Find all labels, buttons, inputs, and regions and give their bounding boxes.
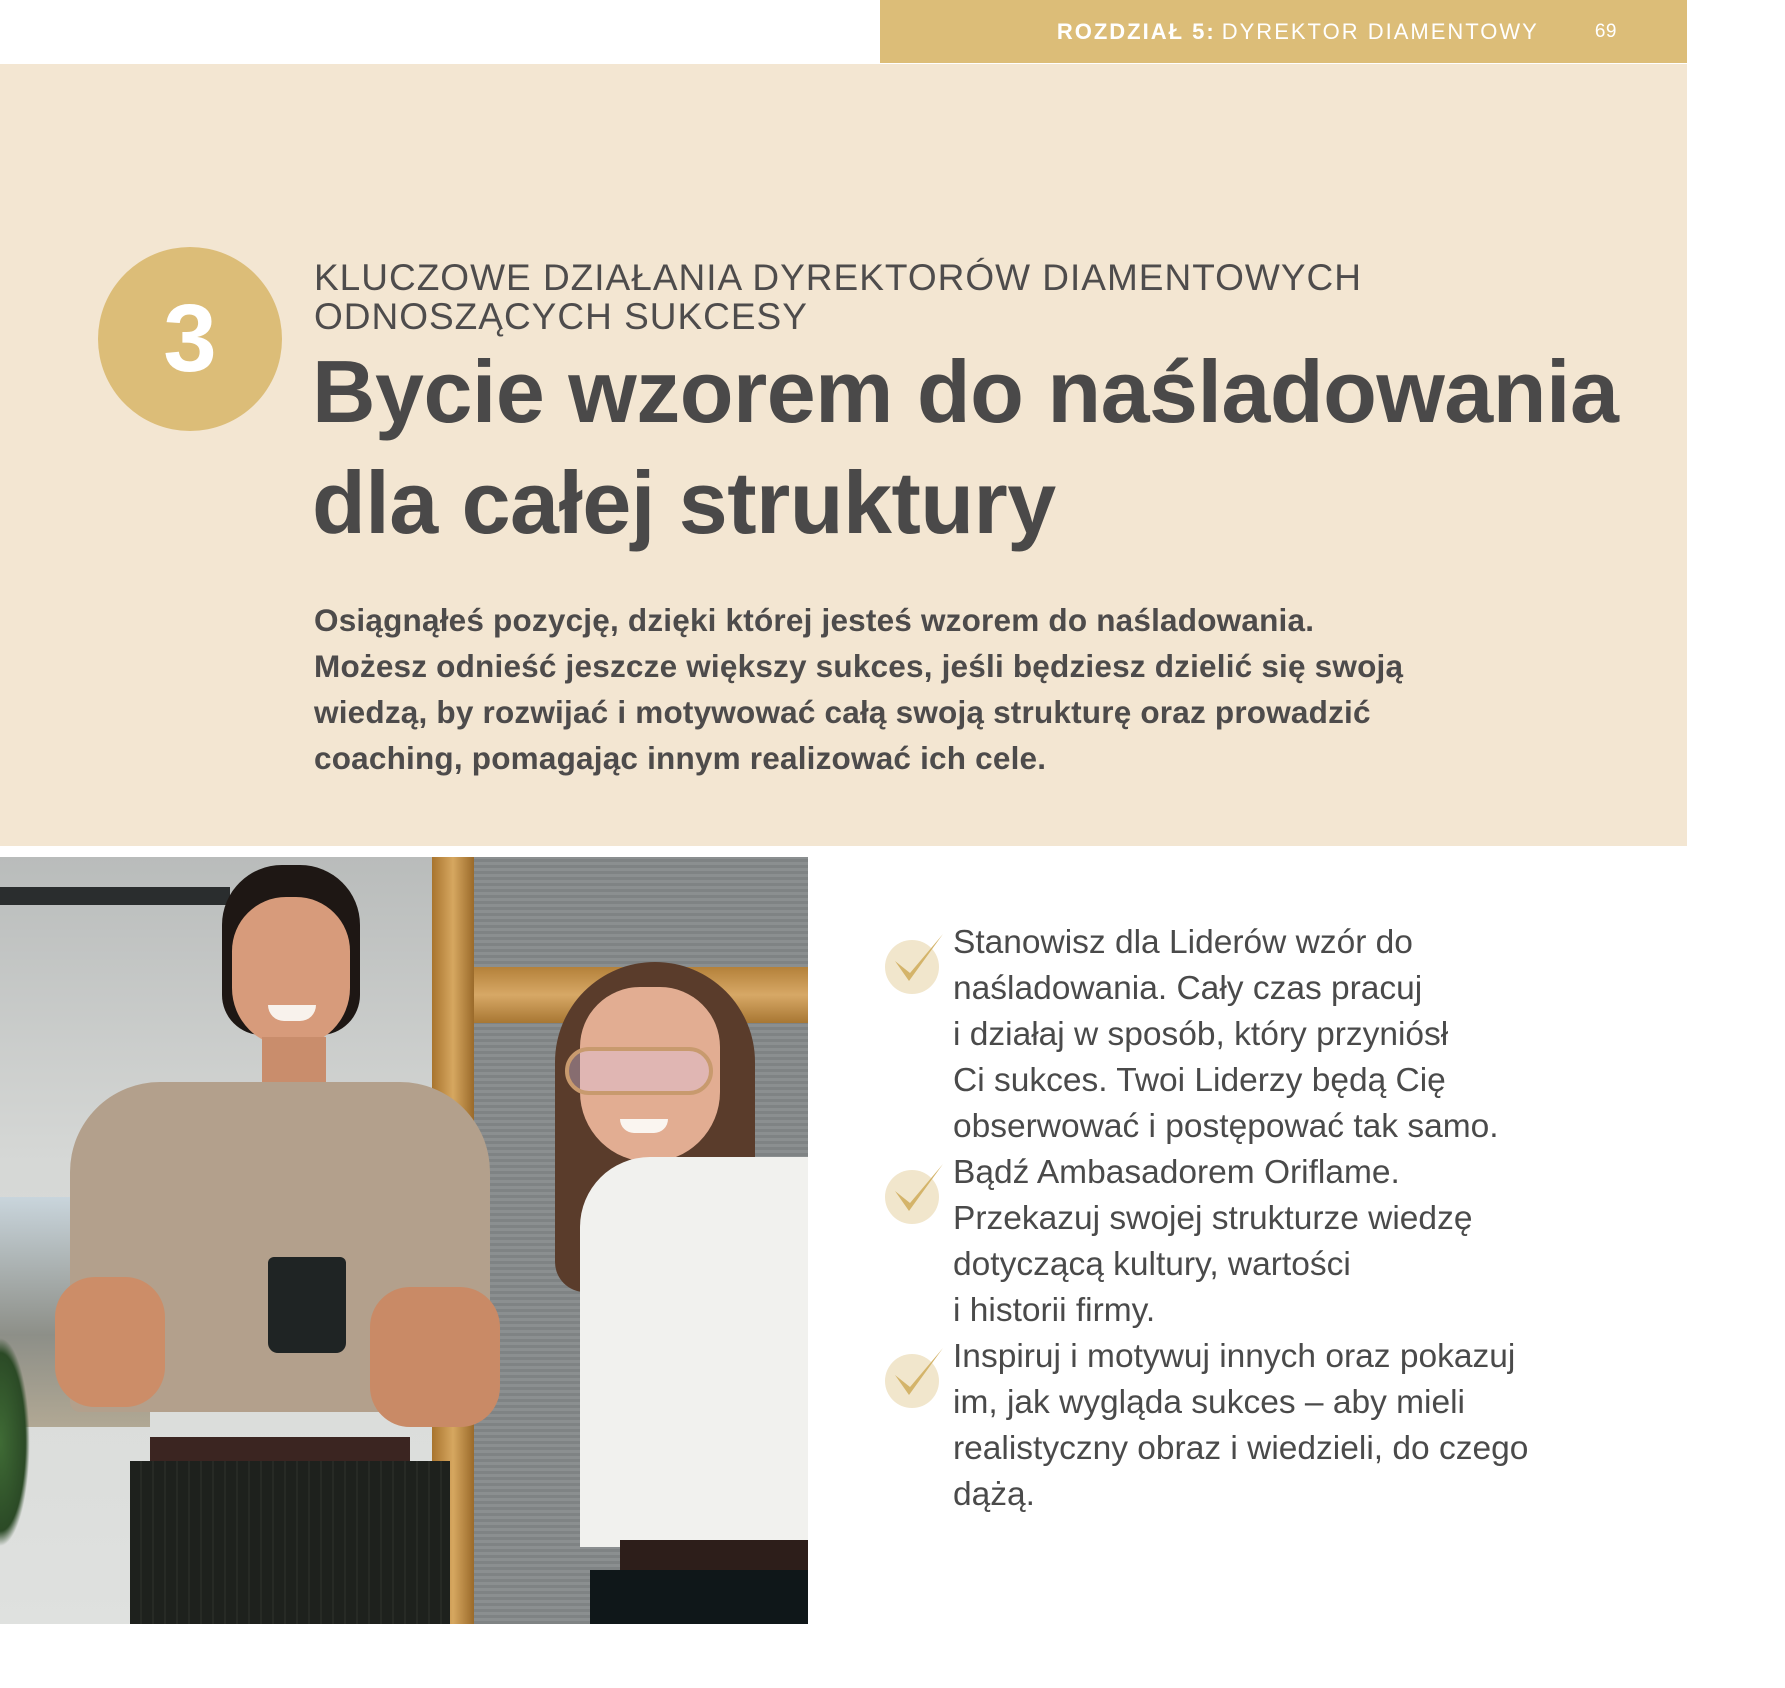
- plant: [0, 1337, 30, 1547]
- list-item: [880, 1334, 1620, 1518]
- section-number-badge: [98, 247, 282, 431]
- chapter-label: ROZDZIAŁ 5:: [1056, 18, 1216, 44]
- mug: [268, 1257, 346, 1353]
- woman1-face: [232, 897, 350, 1047]
- chapter-header: [880, 0, 1687, 63]
- checkmark-icon: [885, 1345, 947, 1409]
- title-line: dla całej struktury: [312, 453, 1056, 552]
- lead-paragraph: [314, 597, 1574, 781]
- list-item-text: Bądź Ambasadorem Oriflame. Przekazuj swojej strukturze wiedzę dotyczącą kultury, wartości i historii firmy.: [953, 1154, 1473, 1329]
- lead-line: coaching, pomagając innym realizować ich cele.: [314, 740, 1047, 776]
- list-item-text: Stanowisz dla Liderów wzór do naśladowania. Cały czas pracuj i działaj w sposób, który przyniósł Ci sukces. Twoi Liderzy będą Cię obserwować i postępować tak samo.: [953, 924, 1499, 1145]
- chapter-title: DYREKTOR DIAMENTOWY: [1221, 18, 1539, 44]
- team-photo: [0, 857, 808, 1624]
- page-number: 69: [1594, 20, 1617, 42]
- woman2-glasses: [565, 1047, 713, 1095]
- page-title: [312, 336, 1642, 558]
- checkmark-icon: [885, 931, 947, 995]
- woman1-skirt: [130, 1461, 450, 1624]
- section-eyebrow: [314, 258, 1514, 336]
- window-frame: [0, 887, 230, 905]
- lead-line: Osiągnąłeś pozycję, dzięki której jesteś wzorem do naśladowania.: [314, 602, 1315, 638]
- checklist: [880, 920, 1620, 1518]
- woman2-trousers: [590, 1570, 808, 1624]
- lead-line: Możesz odnieść jeszcze większy sukces, jeśli będziesz dzielić się swoją: [314, 648, 1404, 684]
- eyebrow-line: ODNOSZĄCYCH SUKCESY: [314, 296, 808, 337]
- woman1-belt: [150, 1437, 410, 1461]
- title-line: Bycie wzorem do naśladowania: [312, 342, 1619, 441]
- eyebrow-line: KLUCZOWE DZIAŁANIA DYREKTORÓW DIAMENTOWYCH: [314, 257, 1362, 298]
- lead-line: wiedzą, by rozwijać i motywować całą swoją strukturę oraz prowadzić: [314, 694, 1371, 730]
- woman2-shirt: [580, 1157, 808, 1547]
- list-item-text: Inspiruj i motywuj innych oraz pokazuj im, jak wygląda sukces – aby mieli realistyczny obraz i wiedzieli, do czego dążą.: [953, 1338, 1529, 1513]
- woman2-smile: [620, 1119, 668, 1133]
- list-item: [880, 1150, 1620, 1334]
- woman2-belt: [620, 1540, 808, 1570]
- list-item: [880, 920, 1620, 1150]
- woman1-arm-right: [370, 1287, 500, 1427]
- checkmark-icon: [885, 1161, 947, 1225]
- section-number: 3: [163, 285, 217, 392]
- woman1-arm-left: [55, 1277, 165, 1407]
